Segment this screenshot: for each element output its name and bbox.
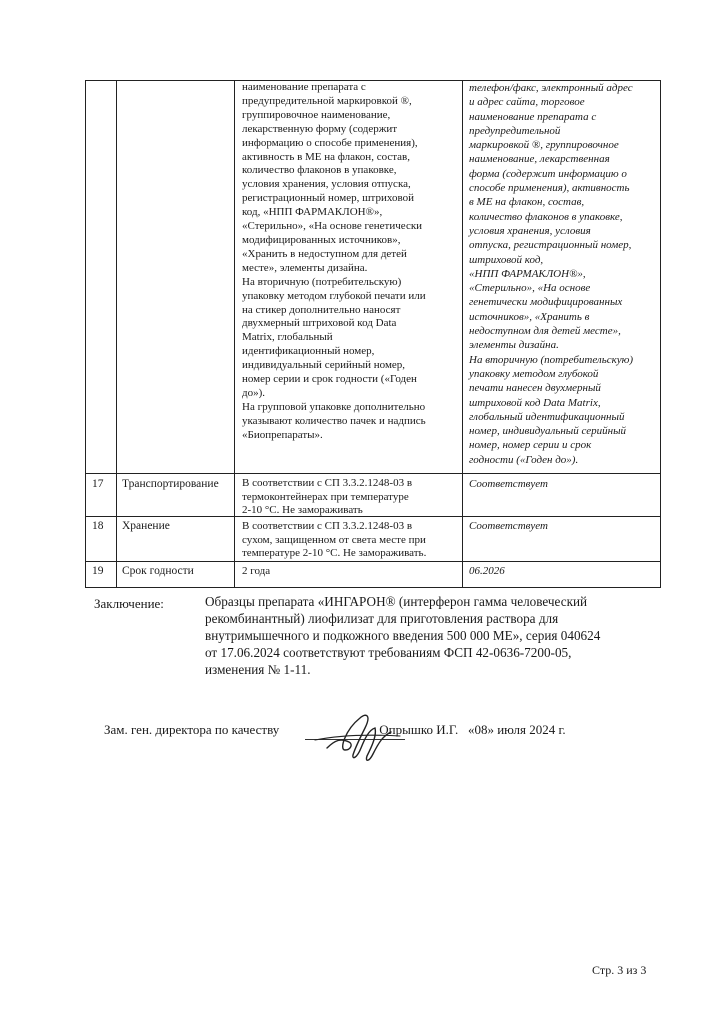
row-19-fact: 06.2026 [469,565,505,577]
row-19-requirement [242,565,456,579]
fact-line: элементы дизайна. [469,339,559,352]
req-line: указывают количество пачек и надпись [242,414,426,427]
fact-line: штриховой код Data Matrix, [469,396,601,409]
fact-line: наименование препарата с [469,110,597,123]
req-line: наименование препарата с [242,81,366,93]
row-18-number: 18 [92,520,104,532]
fact-line: недоступном для детей месте», [469,325,621,338]
req-line: активность в МЕ на флакон, состав, [242,150,411,163]
req-line: упаковку методом глубокой печати или [242,289,426,302]
handwritten-signature [305,700,410,770]
fact-line: отпуска, регистрационный номер, [469,239,632,252]
req-line: На групповой упаковке дополнительно [242,400,426,413]
table-col-divider-1 [116,80,117,588]
req-line: «Хранить в недоступном для детей [242,247,407,260]
fact-line: форма (содержит информацию о [469,167,627,180]
fact-line: номер, индивидуальный серийный [469,425,627,438]
fact-line: «Стерильно», «На основе [469,282,591,295]
req-line: информацию о способе применения), [242,136,418,149]
conclusion-line: рекомбинантный) лиофилизат для приготовления раствора для [205,610,559,626]
req-line: На вторичную (потребительскую) [242,275,402,288]
conclusion-line: Образцы препарата «ИНГАРОН® (интерферон гамма человеческий [205,594,588,609]
table-border-bottom [85,587,661,588]
req-line: индивидуальный серийный номер, [242,359,406,372]
fact-line: телефон/факс, электронный адрес [469,82,633,94]
req-line: В соответствии с СП 3.3.2.1248-03 в [242,477,413,489]
req-line: на стикер дополнительно наносят [242,303,401,316]
req-line: Matrix, глобальный [242,331,333,344]
req-line: регистрационный номер, штриховой [242,192,414,205]
req-line: до»). [242,386,266,399]
fact-line: печати нанесен двухмерный [469,382,601,395]
req-line: идентификационный номер, [242,345,375,358]
req-line: месте», элементы дизайна. [242,261,368,274]
req-line: группировочное наименование, [242,108,391,121]
req-line: условия хранения, условия отпуска, [242,178,411,191]
fact-line: годности («Годен до»). [469,453,579,466]
fact-line: «НПП ФАРМАКЛОН®», [469,267,586,280]
fact-line: условия хранения, условия [469,224,591,237]
fact-line: в МЕ на флакон, состав, [469,196,585,209]
fact-line: маркировкой ®, группировочное [469,139,619,152]
req-line: «Биопрепараты». [242,428,323,441]
row-17-number: 17 [92,478,104,490]
req-line: термоконтейнерах при температуре [242,490,409,503]
req-line: номер серии и срок годности («Годен [242,373,417,386]
fact-line: глобальный идентификационный [469,410,625,423]
row-18-requirement [242,520,456,561]
conclusion-text [205,594,657,679]
row-17-name: Транспортирование [122,478,219,490]
row-19-number: 19 [92,565,104,577]
req-line: температуре 2-10 °С. Не замораживать. [242,547,427,559]
conclusion-line: от 17.06.2024 соответствуют требованиям ФСП 42-0636-7200-05, [205,644,572,660]
req-line: лекарственную форму (содержит [242,122,398,135]
row-17-requirement [242,477,456,518]
row-19-name: Срок годности [122,565,194,577]
req-line: «Стерильно», «На основе генетически [242,220,423,233]
table-col-divider-3 [462,80,463,588]
req-line: модифицированных источников», [242,233,401,246]
fact-line: количество флаконов в упаковке, [469,210,623,223]
row-18-fact: Соответствует [469,520,548,532]
fact-line: предупредительной [469,124,561,137]
req-line: количество флаконов в упаковке, [242,164,397,177]
row-17-fact: Соответствует [469,478,548,490]
page-number: Стр. 3 из 3 [592,963,647,977]
signature-date: «08» июля 2024 г. [467,722,566,737]
conclusion-line: внутримышечного и подкожного введения 500 000 МЕ», серия 040624 [205,627,601,643]
fact-line: упаковку методом глубокой [469,367,599,380]
continued-fact-cell [469,81,655,467]
fact-line: и адрес сайта, торговое [469,96,585,109]
req-line: код, «НПП ФАРМАКЛОН®», [242,206,383,219]
fact-line: номер, номер серии и срок [469,439,592,452]
row-divider-17 [85,473,661,474]
fact-line: источников», «Хранить в [469,310,590,323]
continued-requirement-cell [242,81,456,443]
fact-line: генетически модифицированных [469,296,623,309]
fact-line: способе применения), активность [469,182,630,195]
req-line: двухмерный штриховой код Data [242,317,397,330]
req-line: сухом, защищенном от света месте при [242,533,426,546]
table-border-left [85,80,86,588]
row-divider-19 [85,561,661,562]
table-col-divider-2 [234,80,235,588]
conclusion-line: изменения № 1-11. [205,661,311,677]
req-line: 2 года [242,565,271,577]
fact-line: штриховой код, [469,253,544,266]
table-border-right [660,80,661,588]
signer-name: Опрышко И.Г. [379,722,459,737]
req-line: 2-10 °С. Не замораживать [242,504,363,516]
conclusion-label: Заключение: [94,596,164,611]
fact-line: На вторичную (потребительскую) [469,353,634,366]
signer-position: Зам. ген. директора по качеству [104,722,280,737]
fact-line: наименование, лекарственная [469,153,610,166]
req-line: предупредительной маркировкой ®, [242,94,412,107]
row-18-name: Хранение [122,520,170,532]
req-line: В соответствии с СП 3.3.2.1248-03 в [242,520,413,532]
